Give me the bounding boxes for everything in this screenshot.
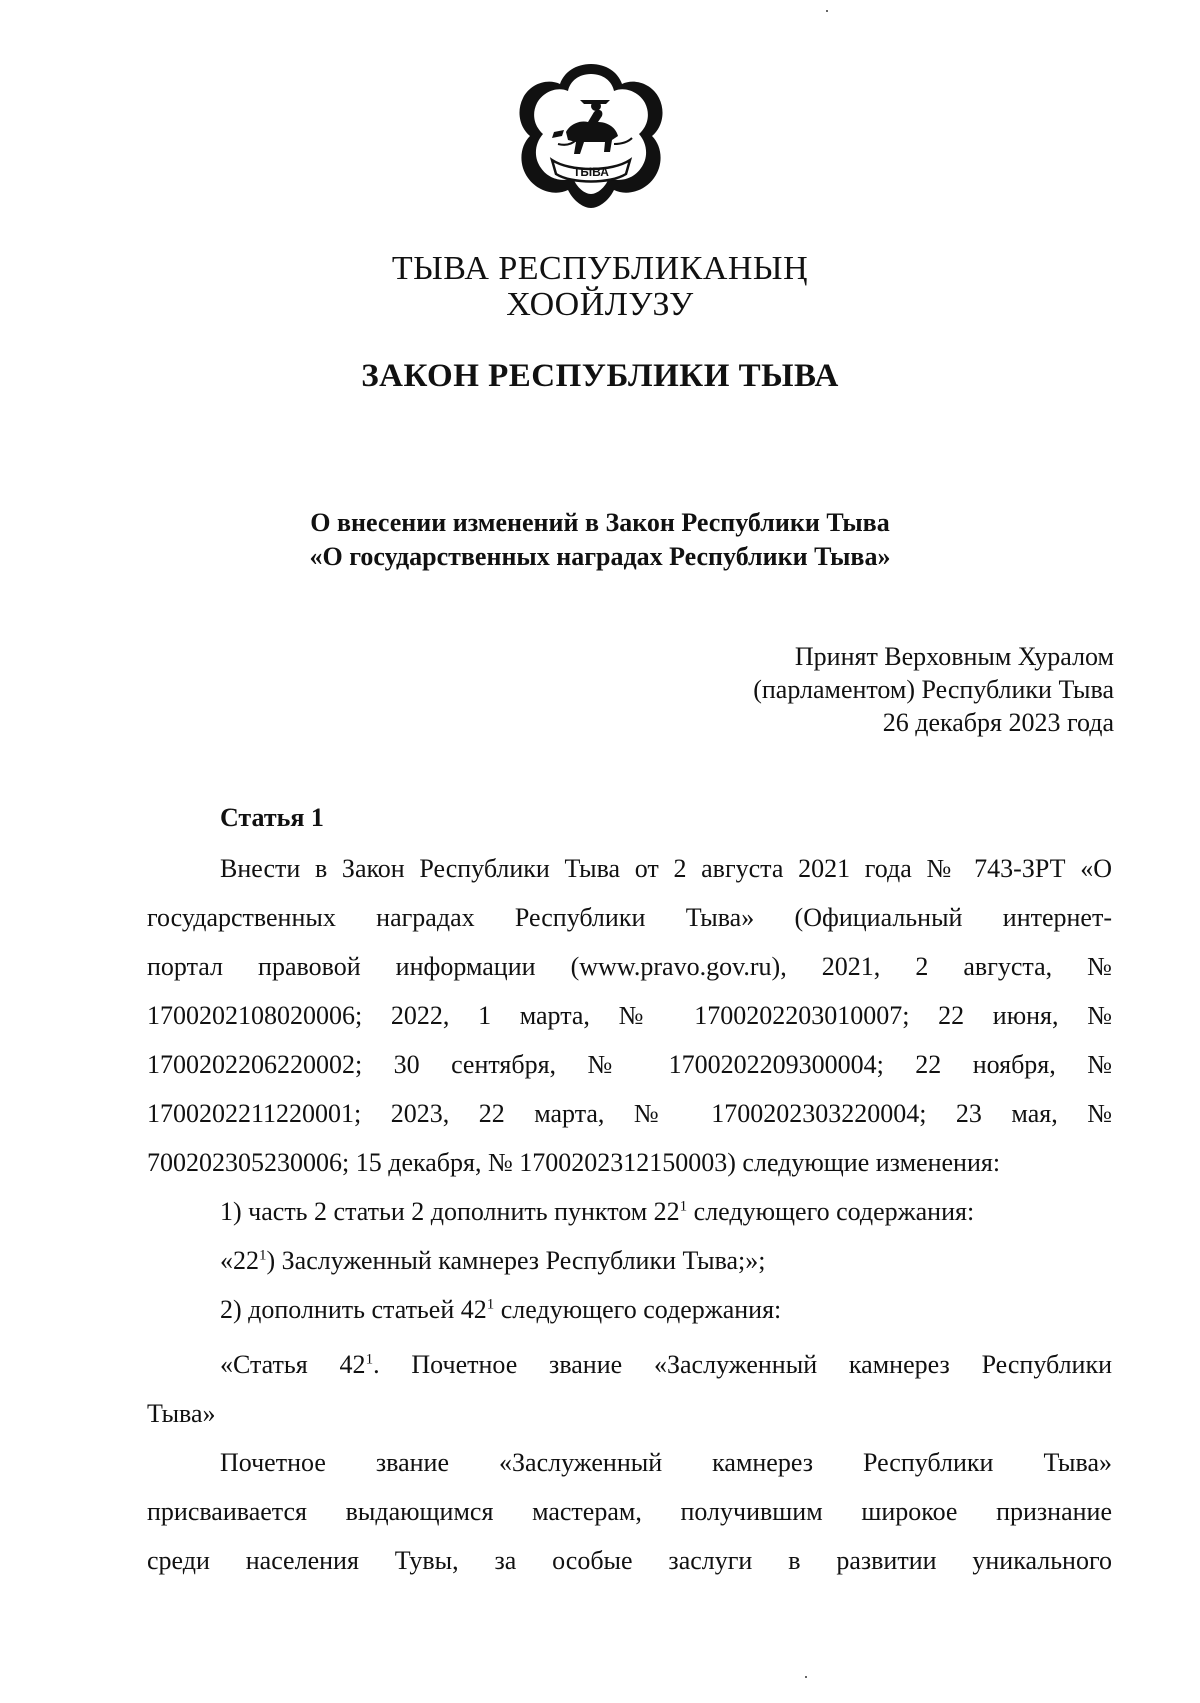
svg-text:ТЫВА: ТЫВА xyxy=(573,165,609,179)
paragraph-line: присваивается выдающимся мастерам, получившим широкое признание xyxy=(147,1497,1112,1526)
article-body-line: 1700202206220002; 30 сентября, № 1700202209300004; 22 ноября, № xyxy=(147,1050,1112,1079)
subject-line1: О внесении изменений в Закон Республики Тыва xyxy=(310,508,890,537)
subject-line2: «О государственных наградах Республики Тыва» xyxy=(309,542,891,571)
paragraph-line: среди населения Тувы, за особые заслуги в развитии уникального xyxy=(147,1546,1112,1575)
tuvan-title-line2: ХООЙЛУЗУ xyxy=(506,286,694,323)
adopted-line1: Принят Верховным Хуралом xyxy=(794,642,1114,671)
tuva-emblem-icon xyxy=(514,60,668,210)
amendment-item-1-quote: «$22^1$) Заслуженный камнерез Республики Тыва;»; xyxy=(220,1246,766,1275)
article-body-line: государственных наградах Республики Тыва» (Официальный интернет- xyxy=(147,903,1112,932)
article-body-line: 700202305230006; 15 декабря, № 1700202312150003) следующие изменения: xyxy=(147,1148,1001,1177)
article-body-line: 1700202211220001; 2023, 22 марта, № 1700202303220004; 23 мая, № xyxy=(147,1099,1112,1128)
article-body-line: портал правовой информации (www.pravo.gov.ru), 2021, 2 августа, № xyxy=(147,952,1112,981)
article-body-line: 1700202108020006; 2022, 1 марта, № 1700202203010007; 22 июня, № xyxy=(147,1001,1112,1030)
article-body-line: Внести в Закон Республики Тыва от 2 августа 2021 года № 743-ЗРТ «О xyxy=(220,854,1112,883)
new-article-title: «Статья $42^1$. Почетное звание «Заслуженный камнерез Республики xyxy=(220,1350,1112,1379)
adopted-line2: (парламентом) Республики Тыва xyxy=(753,675,1114,704)
russian-title: ЗАКОН РЕСПУБЛИКИ ТЫВА xyxy=(361,358,839,394)
tuvan-title-line1: ТЫВА РЕСПУБЛИКАНЫҢ xyxy=(391,250,809,287)
paragraph-line: Почетное звание «Заслуженный камнерез Республики Тыва» xyxy=(220,1448,1112,1477)
scan-speck xyxy=(805,1676,807,1678)
scan-speck xyxy=(826,10,828,12)
article-heading: Статья 1 xyxy=(220,803,324,832)
amendment-item-2: 2) дополнить статьей $42^1$ следующего содержания: xyxy=(220,1295,782,1324)
adopted-date: 26 декабря 2023 года xyxy=(882,708,1114,737)
amendment-item-1: 1) часть 2 статьи 2 дополнить пунктом $22^1$ следующего содержания: xyxy=(220,1197,975,1226)
new-article-title-line2: Тыва» xyxy=(147,1399,216,1428)
